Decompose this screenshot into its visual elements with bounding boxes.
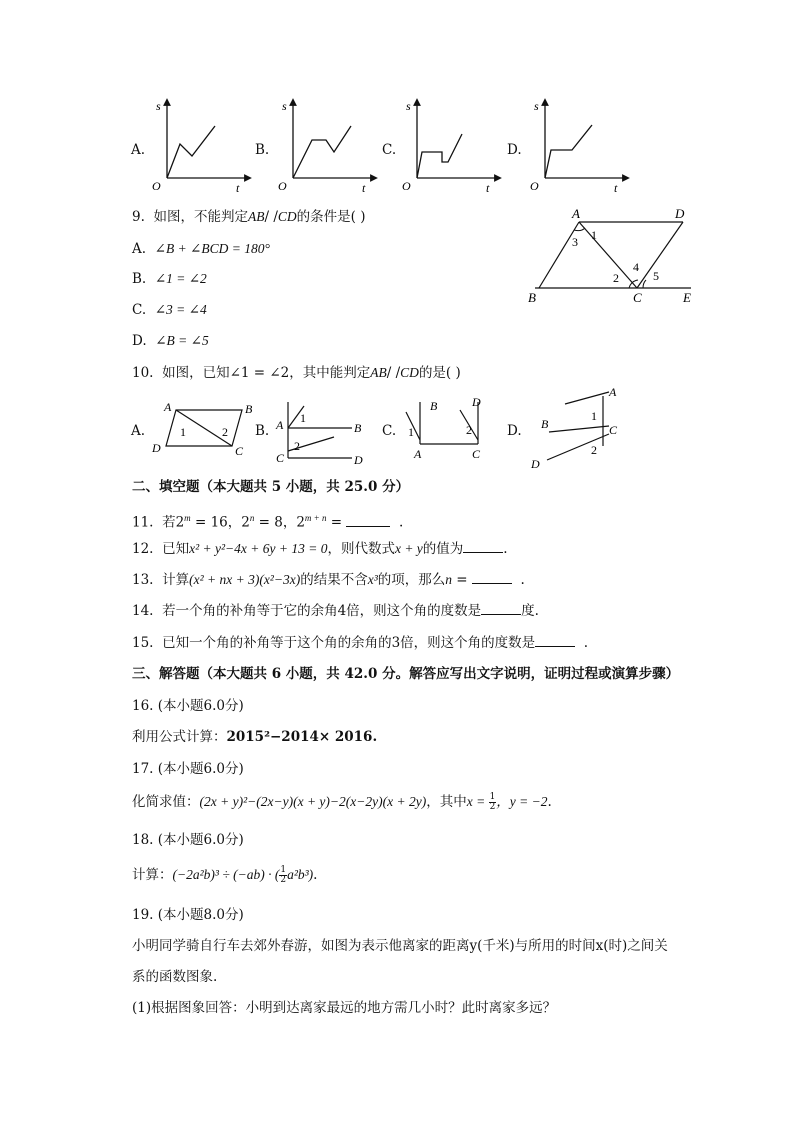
svg-text:2: 2 — [294, 439, 300, 453]
svg-text:1: 1 — [300, 411, 306, 425]
svg-text:B: B — [245, 402, 253, 416]
q8c-t: t — [486, 181, 490, 194]
q9fig-c: C — [633, 290, 642, 304]
q8c-s: s — [406, 99, 411, 113]
q19-line1: 小明同学骑自行车去郊外春游，如图为表示他离家的距离y(千米)与所用的时间x(时)之间关 — [132, 938, 668, 954]
svg-text:B: B — [354, 421, 362, 435]
svg-text:C: C — [276, 451, 285, 465]
q9-option-b: B. ∠1 = ∠2 — [132, 271, 207, 287]
q8-option-c-letter: C. — [382, 142, 397, 158]
q19-sub1: (1)根据图象回答：小明到达离家最远的地方需几小时？此时离家多远？ — [132, 1000, 557, 1016]
q12: 12. 已知x² + y²−4x + 6y + 13 = 0，则代数式x + y的值为 . — [132, 541, 508, 557]
q17-header: 17. (本小题6.0分) — [132, 761, 244, 777]
svg-text:C: C — [235, 444, 244, 458]
q9-option-c: C. ∠3 = ∠4 — [132, 302, 207, 318]
q8-graph-d — [518, 94, 643, 194]
svg-text:D: D — [152, 441, 161, 455]
q18-header: 18. (本小题6.0分) — [132, 832, 244, 848]
svg-text:1: 1 — [591, 409, 597, 423]
svg-text:D: D — [531, 457, 540, 471]
q10-figure-b — [270, 396, 375, 466]
svg-text:C: C — [472, 447, 481, 461]
q19-line2: 系的函数图象. — [132, 969, 218, 985]
q8a-o: O — [152, 179, 161, 193]
q9fig-e: E — [683, 290, 691, 304]
q10-option-d-letter: D. — [507, 423, 522, 439]
q9fig-2: 2 — [613, 271, 619, 285]
svg-text:C: C — [609, 423, 618, 437]
q8d-o: O — [530, 179, 539, 193]
q8-option-a-letter: A. — [131, 142, 146, 158]
q16-header: 16. (本小题6.0分) — [132, 698, 244, 714]
q8d-s: s — [534, 99, 539, 113]
svg-text:A: A — [414, 447, 422, 461]
q8d-t: t — [614, 181, 618, 194]
q8c-o: O — [402, 179, 411, 193]
svg-text:A: A — [276, 418, 284, 432]
svg-text:2: 2 — [466, 423, 472, 437]
q9-option-d: D. ∠B = ∠5 — [132, 333, 209, 349]
q10-option-a-letter: A. — [131, 423, 146, 439]
q9fig-5: 5 — [653, 269, 659, 283]
section-3-title: 三、解答题（本大题共 6 小题，共 42.0 分。解答应写出文字说明，证明过程或演算步骤） — [132, 666, 680, 682]
svg-text:B: B — [430, 399, 438, 413]
svg-text:1: 1 — [408, 425, 414, 439]
svg-text:1: 1 — [180, 425, 186, 439]
q17-body: 化简求值：(2x + y)²−(2x−y)(x + y)−2(x−2y)(x + 2y)，其中x = $\frac{1}{2}$ ，y = −2. — [132, 792, 552, 812]
q8-option-b-letter: B. — [255, 142, 270, 158]
q13: 13. 计算(x² + nx + 3)(x²−3x)的结果不含x³的项，那么n = . — [132, 572, 525, 588]
q9fig-1: 1 — [591, 228, 597, 242]
q18-body: 计算：(−2a²b)³ ÷ (−ab) · ( $\frac{1}{2}$ a²b³). — [132, 865, 318, 885]
svg-text:A: A — [164, 400, 172, 414]
svg-text:B: B — [541, 417, 549, 431]
q19-header: 19. (本小题8.0分) — [132, 907, 244, 923]
q10-figure-c — [398, 394, 498, 464]
section-2-title: 二、填空题（本大题共 5 小题，共 25.0 分） — [132, 479, 410, 495]
q8a-s: s — [156, 99, 161, 113]
q9-stem: 9. 如图，不能判定AB/ /CD的条件是( ) — [132, 209, 366, 225]
svg-text:A: A — [609, 385, 617, 399]
q9fig-d: D — [675, 206, 685, 221]
q8b-s: s — [282, 99, 287, 113]
q9fig-3: 3 — [572, 235, 578, 249]
q10-option-c-letter: C. — [382, 423, 397, 439]
q9-figure — [525, 204, 700, 304]
svg-text:2: 2 — [222, 425, 228, 439]
q9fig-4: 4 — [633, 260, 639, 274]
q10-option-b-letter: B. — [255, 423, 270, 439]
q8-graph-b — [266, 94, 391, 194]
q10-figure-a — [148, 398, 253, 458]
q8-graph-a — [140, 94, 265, 194]
q11: 11. 若$2^m = 16$，$2^n = 8$，$2^{m + n}$ = . — [132, 513, 404, 531]
q16-body: 利用公式计算：2015²−2014× 2016. — [132, 729, 378, 745]
svg-text:D: D — [354, 453, 363, 466]
q10-stem: 10. 如图，已知∠1 = ∠2，其中能判定AB/ /CD的是( ) — [132, 365, 461, 381]
q9fig-b: B — [528, 290, 536, 304]
q8b-t: t — [362, 181, 366, 194]
svg-text:D: D — [472, 395, 481, 409]
q8-graph-c — [390, 94, 515, 194]
q10-figure-d — [525, 384, 635, 474]
q15: 15. 已知一个角的补角等于这个角的余角的3倍，则这个角的度数是 . — [132, 635, 589, 651]
q9-option-a: A. ∠B + ∠BCD = 180° — [132, 241, 270, 257]
q8b-o: O — [278, 179, 287, 193]
q14: 14. 若一个角的补角等于它的余角4倍，则这个角的度数是 度. — [132, 603, 539, 619]
q9fig-a: A — [572, 206, 580, 221]
q8-option-d-letter: D. — [507, 142, 522, 158]
svg-text:2: 2 — [591, 443, 597, 457]
q8a-t: t — [236, 181, 240, 194]
